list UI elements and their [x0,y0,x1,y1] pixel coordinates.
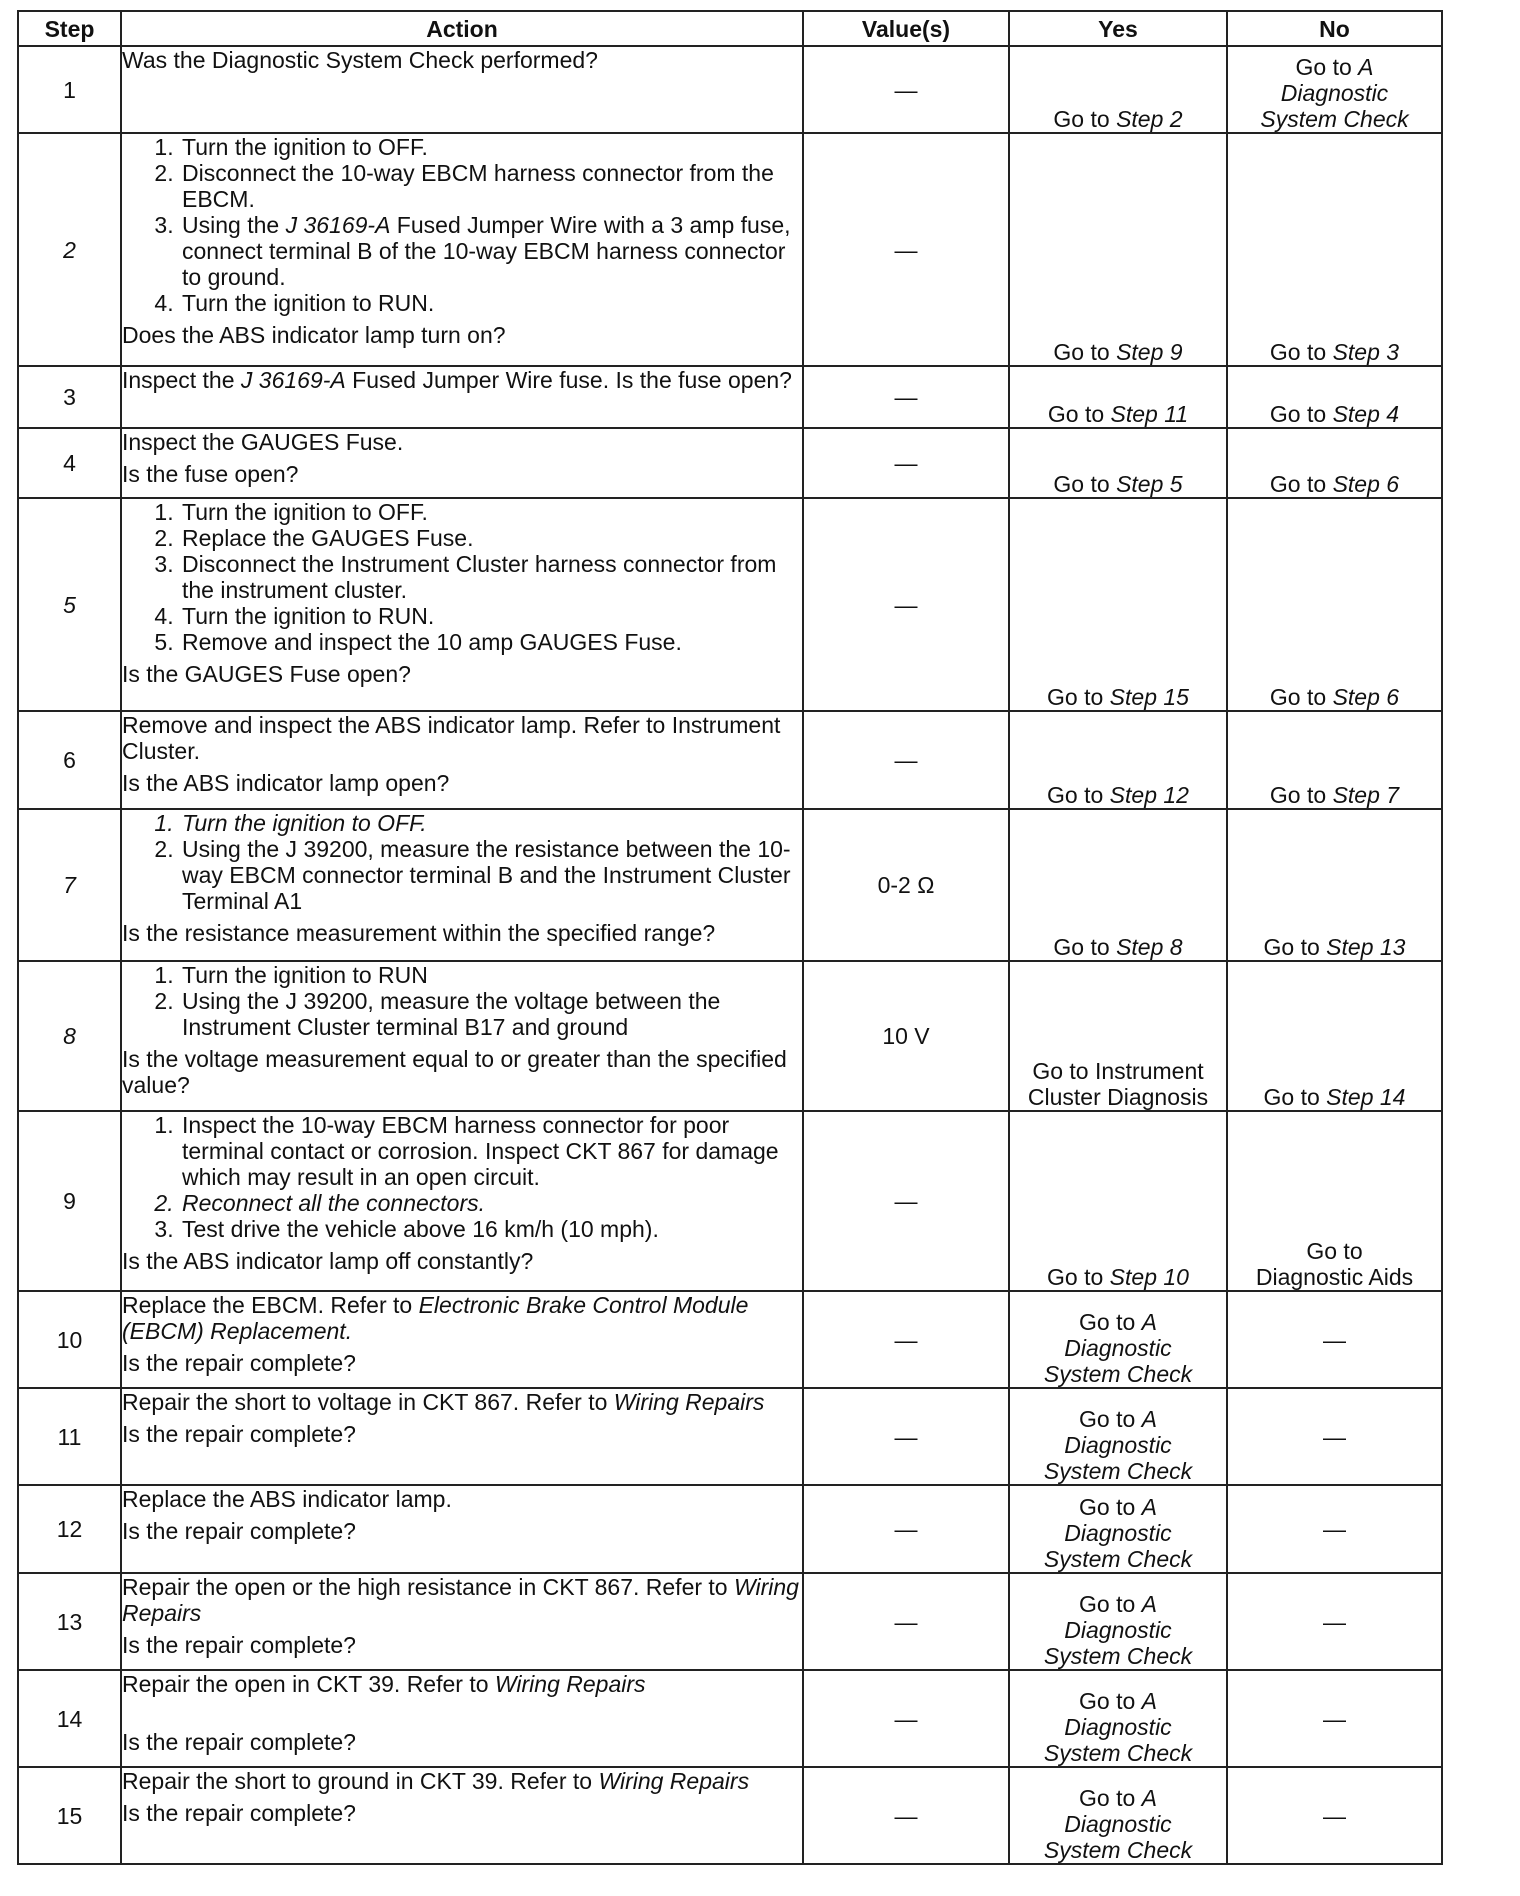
yes-cell: Go to Step 10 [1009,1111,1227,1291]
question-text: Is the voltage measurement equal to or greater than the specified value? [122,1046,787,1098]
header-step: Step [18,11,121,46]
yes-cell: Go to A Diagnostic System Check [1009,1485,1227,1573]
yes-cell: Go to A Diagnostic System Check [1009,1291,1227,1388]
diagnostic-table-sheet [17,10,1441,1865]
step-number: 7 [18,809,121,961]
yes-cell: Go to Step 2 [1009,46,1227,133]
value-cell: — [803,1485,1009,1573]
value-cell: — [803,133,1009,366]
action-cell [121,1111,803,1291]
step-number: 8 [18,961,121,1111]
step-number: 9 [18,1111,121,1291]
step-number: 4 [18,428,121,498]
substep-list: 1. Turn the ignition to OFF. 2. Disconnect the 10-way EBCM harness connector from the EBCM. 3. Using the J 36169-A Fused Jumper Wire with a 3 amp fuse, connect terminal B of the 10-way EBCM harness connector to ground. 4. Turn the ignition to RUN. [122,134,802,316]
table-row [18,1111,1442,1291]
value-cell: — [803,428,1009,498]
question-text: Is the repair complete? [122,1518,356,1544]
table-row [18,1291,1442,1388]
yes-cell: Go to Step 11 [1009,366,1227,428]
no-cell: Go to Step 3 [1227,133,1442,366]
header-row [18,11,1442,46]
no-cell: — [1227,1767,1442,1864]
step-number: 11 [18,1388,121,1485]
yes-cell: Go to Step 12 [1009,711,1227,809]
table-row [18,46,1442,133]
step-number: 1 [18,46,121,133]
action-cell [121,809,803,961]
action-cell: Inspect the GAUGES Fuse. Is the fuse open? [121,428,803,498]
action-cell: Repair the short to voltage in CKT 867. Refer to Wiring Repairs Is the repair complete? [121,1388,803,1485]
value-cell: — [803,1291,1009,1388]
step-number: 5 [18,498,121,711]
no-cell: — [1227,1573,1442,1670]
step-number: 3 [18,366,121,428]
step-number: 12 [18,1485,121,1573]
diagnostic-table [17,10,1443,1865]
action-cell: Inspect the J 36169-A Fused Jumper Wire fuse. Is the fuse open? [121,366,803,428]
table-row [18,498,1442,711]
table-row [18,133,1442,366]
no-cell: Go to A Diagnostic System Check [1227,46,1442,133]
question-text: Is the ABS indicator lamp open? [122,770,450,796]
yes-cell: Go to Step 5 [1009,428,1227,498]
value-cell: — [803,1767,1009,1864]
action-cell: Repair the open or the high resistance in CKT 867. Refer to Wiring Repairs Is the repair complete? [121,1573,803,1670]
action-cell [121,961,803,1111]
action-cell: Replace the ABS indicator lamp. Is the repair complete? [121,1485,803,1573]
table-row [18,1573,1442,1670]
step-number: 15 [18,1767,121,1864]
value-cell: — [803,1573,1009,1670]
substep-list: 1. Turn the ignition to RUN 2. Using the J 39200, measure the voltage between the Instrument Cluster terminal B17 and ground [122,962,802,1040]
table-row [18,1767,1442,1864]
question-text: Is the fuse open? [122,461,299,487]
value-cell: — [803,366,1009,428]
yes-cell: Go to Step 8 [1009,809,1227,961]
question-text: Is the ABS indicator lamp off constantly? [122,1248,534,1274]
table-row [18,366,1442,428]
yes-cell: Go to A Diagnostic System Check [1009,1388,1227,1485]
value-cell: — [803,46,1009,133]
substep-list: 1. Turn the ignition to OFF. 2. Replace the GAUGES Fuse. 3. Disconnect the Instrument Cluster harness connector from the instrument cluster. 4. Turn the ignition to RUN. 5. Remove and inspect the 10 amp GAUGES Fuse. [122,499,802,655]
table-row [18,711,1442,809]
action-cell: Repair the short to ground in CKT 39. Refer to Wiring Repairs Is the repair complete? [121,1767,803,1864]
action-text: Was the Diagnostic System Check performed? [122,47,598,73]
action-cell [121,46,803,133]
yes-cell: Go to Step 15 [1009,498,1227,711]
value-cell: — [803,711,1009,809]
no-cell: — [1227,1670,1442,1767]
question-text: Is the resistance measurement within the specified range? [122,920,716,946]
no-cell: Go to Step 4 [1227,366,1442,428]
value-cell: 0-2 Ω [803,809,1009,961]
no-cell: Go to Step 6 [1227,498,1442,711]
table-row [18,1388,1442,1485]
header-action: Action [121,11,803,46]
table-row [18,961,1442,1111]
table-row [18,1485,1442,1573]
step-number: 10 [18,1291,121,1388]
question-text: Is the repair complete? [122,1350,356,1376]
substep-list: 1. Inspect the 10-way EBCM harness connector for poor terminal contact or corrosion. Inspect CKT 867 for damage which may result in an open circuit. 2. Reconnect all the connectors. 3. Test drive the vehicle above 16 km/h (10 mph). [122,1112,802,1242]
step-number: 14 [18,1670,121,1767]
no-cell: — [1227,1291,1442,1388]
question-text: Is the repair complete? [122,1800,356,1826]
header-values: Value(s) [803,11,1009,46]
question-text: Is the repair complete? [122,1729,356,1755]
no-cell: Go to Step 13 [1227,809,1442,961]
action-cell [121,498,803,711]
table-row [18,1670,1442,1767]
no-cell: Go to Step 7 [1227,711,1442,809]
substep-list: 1. Turn the ignition to OFF. 2. Using the J 39200, measure the resistance between the 10-way EBCM connector terminal B and the Instrument Cluster Terminal A1 [122,810,802,914]
value-cell: 10 V [803,961,1009,1111]
yes-cell: Go to A Diagnostic System Check [1009,1670,1227,1767]
no-cell: Go to Diagnostic Aids [1227,1111,1442,1291]
no-cell: — [1227,1485,1442,1573]
value-cell: — [803,498,1009,711]
question-text: Is the repair complete? [122,1421,356,1447]
no-cell: Go to Step 14 [1227,961,1442,1111]
yes-cell: Go to A Diagnostic System Check [1009,1767,1227,1864]
header-no: No [1227,11,1442,46]
yes-cell: Go to Step 9 [1009,133,1227,366]
table-row [18,809,1442,961]
value-cell: — [803,1670,1009,1767]
no-cell: Go to Step 6 [1227,428,1442,498]
step-number: 13 [18,1573,121,1670]
value-cell: — [803,1111,1009,1291]
no-cell: — [1227,1388,1442,1485]
action-cell: Replace the EBCM. Refer to Electronic Brake Control Module (EBCM) Replacement. Is the repair complete? [121,1291,803,1388]
question-text: Is the GAUGES Fuse open? [122,661,411,687]
header-yes: Yes [1009,11,1227,46]
action-cell: Repair the open in CKT 39. Refer to Wiring Repairs Is the repair complete? [121,1670,803,1767]
question-text: Does the ABS indicator lamp turn on? [122,322,506,348]
yes-cell: Go to Instrument Cluster Diagnosis [1009,961,1227,1111]
value-cell: — [803,1388,1009,1485]
action-cell [121,133,803,366]
table-row [18,428,1442,498]
action-cell: Remove and inspect the ABS indicator lamp. Refer to Instrument Cluster. Is the ABS indicator lamp open? [121,711,803,809]
step-number: 6 [18,711,121,809]
question-text: Is the repair complete? [122,1632,356,1658]
yes-cell: Go to A Diagnostic System Check [1009,1573,1227,1670]
step-number: 2 [18,133,121,366]
